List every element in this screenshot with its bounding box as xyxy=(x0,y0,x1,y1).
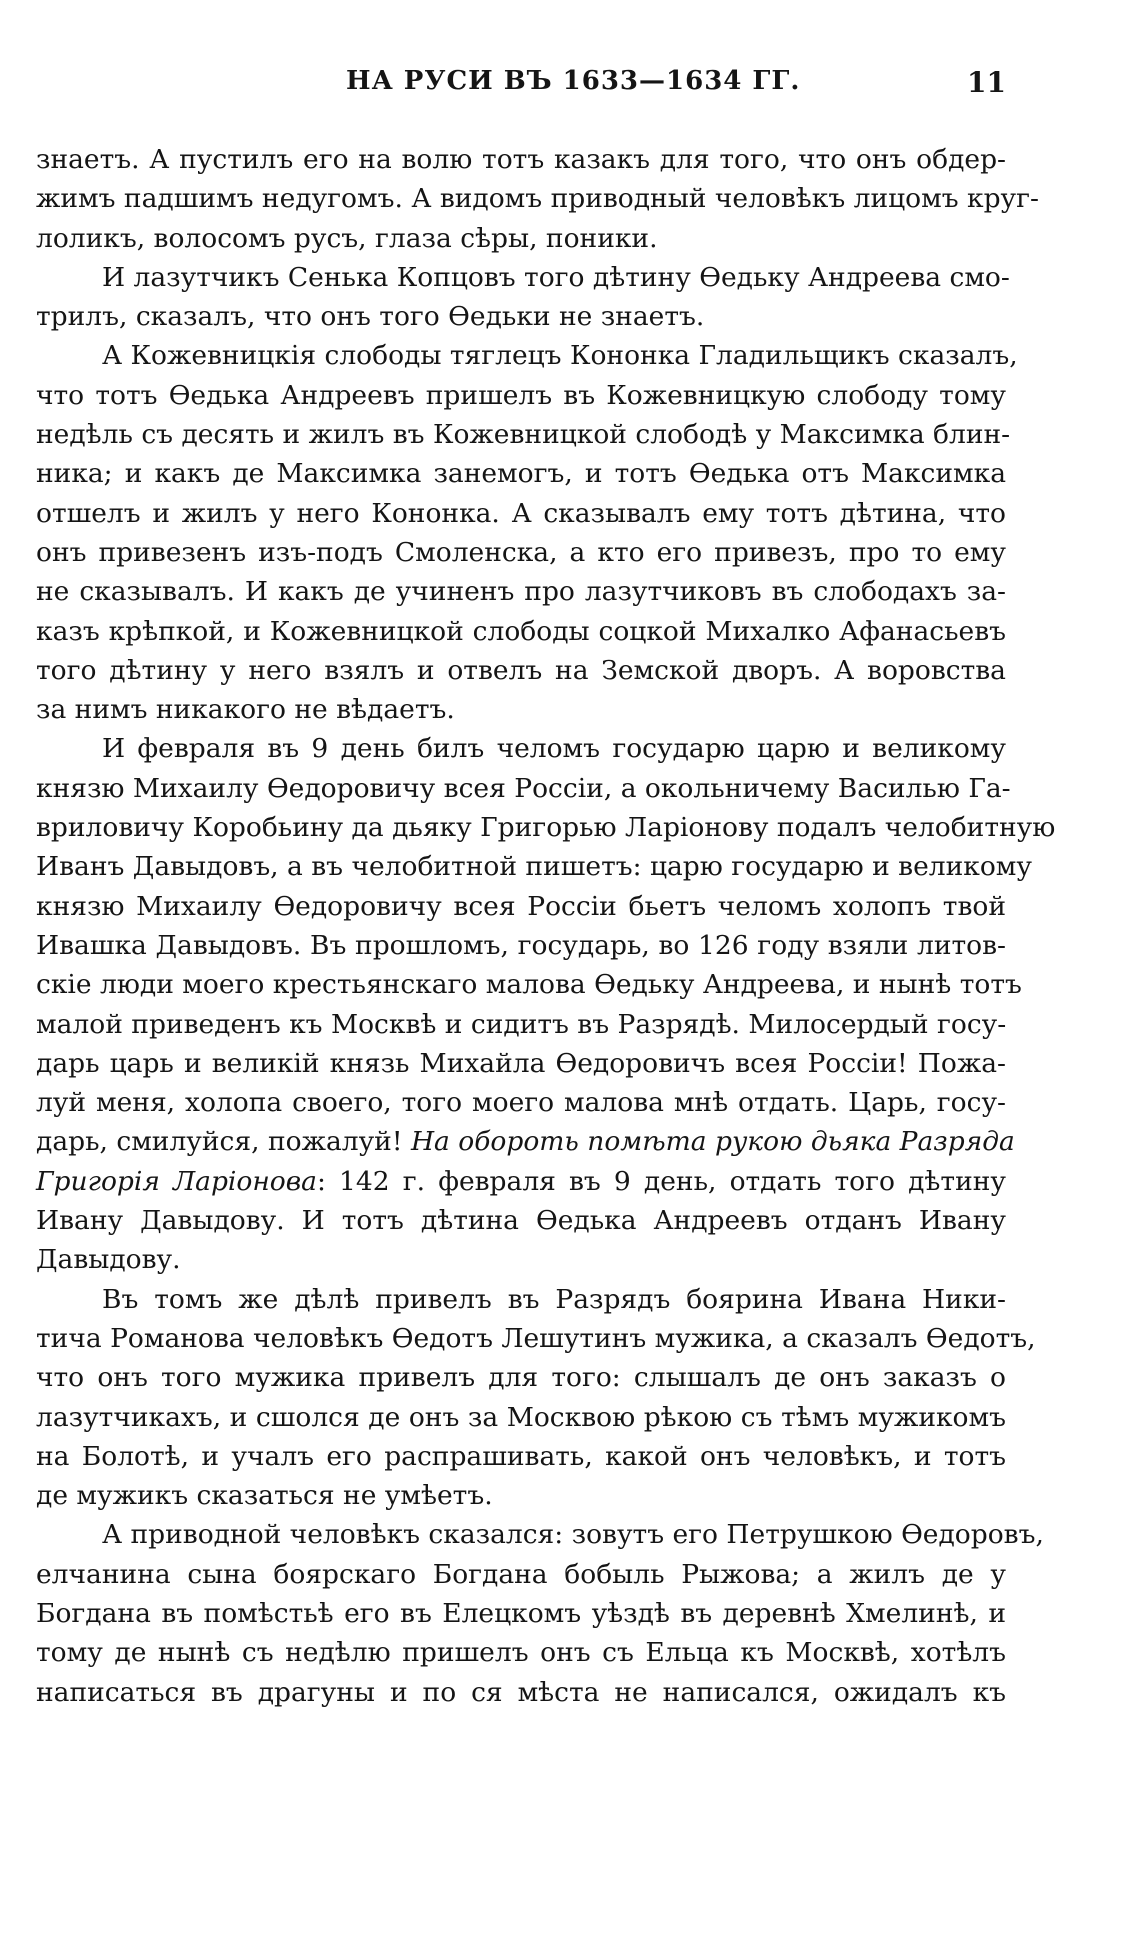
text-line: знаетъ. А пустилъ его на волю тотъ казакъ для того, что онъ обдер- xyxy=(36,144,1006,175)
text-line: на Болотѣ, и учалъ его распрашивать, какой онъ человѣкъ, и тотъ xyxy=(36,1440,1006,1472)
text-line: лазутчикахъ, и сшолся де онъ за Москвою рѣкою съ тѣмъ мужикомъ xyxy=(36,1401,1006,1433)
text-line: за нимъ никакого не вѣдаетъ. xyxy=(36,694,455,726)
text-line: князю Михаилу Ѳедоровичу всея Россіи, а окольничему Василью Га- xyxy=(36,772,1011,804)
text-line: дарь, смилуйся, пожалуй! На обороть помѣта рукою дьяка Разряда xyxy=(36,1126,1015,1158)
text-line: тича Романова человѣкъ Ѳедотъ Лешутинъ мужика, а сказалъ Ѳедотъ, xyxy=(36,1322,1036,1354)
text-line: вриловичу Коробьину да дьяку Григорью Ларіонову подалъ челобитную xyxy=(36,812,1056,844)
page-number: 11 xyxy=(967,66,1006,99)
text-line: трилъ, сказалъ, что онъ того Ѳедьки не знаетъ. xyxy=(36,301,705,333)
text-line: ника; и какъ де Максимка занемогъ, и тотъ Ѳедька отъ Максимка xyxy=(36,458,1006,490)
text-line: Давыдову. xyxy=(36,1244,181,1276)
text-line: А приводной человѣкъ сказался: зовутъ его Петрушкою Ѳедоровъ, xyxy=(102,1519,1044,1551)
text-line: жимъ падшимъ недугомъ. А видомъ приводный человѣкъ лицомъ круг- xyxy=(36,183,1039,215)
text-line: малой приведенъ къ Москвѣ и сидитъ въ Разрядѣ. Милосердый госу- xyxy=(36,1008,1007,1040)
body-text xyxy=(36,140,1056,1712)
text-line: лоликъ, волосомъ русъ, глаза сѣры, поники. xyxy=(36,222,658,254)
text-line: отшелъ и жилъ у него Кононка. А сказывалъ ему тотъ дѣтина, что xyxy=(36,497,1006,529)
text-line: де мужикъ сказаться не умѣетъ. xyxy=(36,1480,493,1512)
text-line: Григорія Ларіонова: 142 г. февраля въ 9 день, отдать того дѣтину xyxy=(36,1165,1006,1197)
text-line: что тотъ Ѳедька Андреевъ пришелъ въ Кожевницкую слободу тому xyxy=(36,379,1006,411)
italic-annotation: На обороть помѣта рукою дьяка Разряда xyxy=(410,1126,1015,1158)
page-header xyxy=(36,66,1006,106)
text-line: А Кожевницкія слободы тяглецъ Кононка Гладильщикъ сказалъ, xyxy=(102,340,1018,372)
text-line: казъ крѣпкой, и Кожевницкой слободы соцкой Михалко Афанасьевъ xyxy=(36,615,1006,647)
text-line: князю Михаилу Ѳедоровичу всея Россіи бьетъ челомъ холопъ твой xyxy=(36,890,1006,922)
text-line: того дѣтину у него взялъ и отвелъ на Земской дворъ. А воровства xyxy=(36,654,1006,686)
text-line: И лазутчикъ Сенька Копцовъ того дѣтину Ѳедьку Андреева смо- xyxy=(102,261,1010,293)
text-line: что онъ того мужика привелъ для того: слышалъ де онъ заказъ о xyxy=(36,1362,1006,1394)
text-line: луй меня, холопа своего, того моего малова мнѣ отдать. Царь, госу- xyxy=(36,1087,1006,1119)
text-line: дарь царь и великій князь Михайла Ѳедоровичъ всея Россіи! Пожа- xyxy=(36,1047,1006,1079)
text-line: Ивашка Давыдовъ. Въ прошломъ, государь, во 126 году взяли литов- xyxy=(36,929,1006,961)
text-line: не сказывалъ. И какъ де учиненъ про лазутчиковъ въ слободахъ за- xyxy=(36,576,1006,608)
text-line: тому де нынѣ съ недѣлю пришелъ онъ съ Ельца къ Москвѣ, хотѣлъ xyxy=(36,1637,1006,1669)
text-line: Иванъ Давыдовъ, а въ челобитной пишетъ: царю государю и великому xyxy=(36,851,1032,883)
text-line: скіе люди моего крестьянскаго малова Ѳедьку Андреева, и нынѣ тотъ xyxy=(36,969,1022,1001)
text-line: недѣль съ десять и жилъ въ Кожевницкой слободѣ у Максимка блин- xyxy=(36,419,1011,451)
text-line: И февраля въ 9 день билъ челомъ государю царю и великому xyxy=(102,733,1006,765)
text-line: Богдана въ помѣстьѣ его въ Елецкомъ уѣздѣ въ деревнѣ Хмелинѣ, и xyxy=(36,1597,1006,1629)
italic-annotation: Григорія Ларіонова xyxy=(36,1165,317,1197)
text-line: елчанина сына боярскаго Богдана бобыль Рыжова; а жилъ де у xyxy=(36,1558,1006,1590)
text-line: Въ томъ же дѣлѣ привелъ въ Разрядъ боярина Ивана Ники- xyxy=(102,1283,1006,1315)
text-line: Ивану Давыдову. И тотъ дѣтина Ѳедька Андреевъ отданъ Ивану xyxy=(36,1205,1006,1237)
text-line: написаться въ драгуны и по ся мѣста не написался, ожидалъ къ xyxy=(36,1676,1006,1708)
text-line: онъ привезенъ изъ-подъ Смоленска, а кто его привезъ, про то ему xyxy=(36,536,1006,568)
running-title: НА РУСИ ВЪ 1633—1634 ГГ. xyxy=(346,66,801,96)
